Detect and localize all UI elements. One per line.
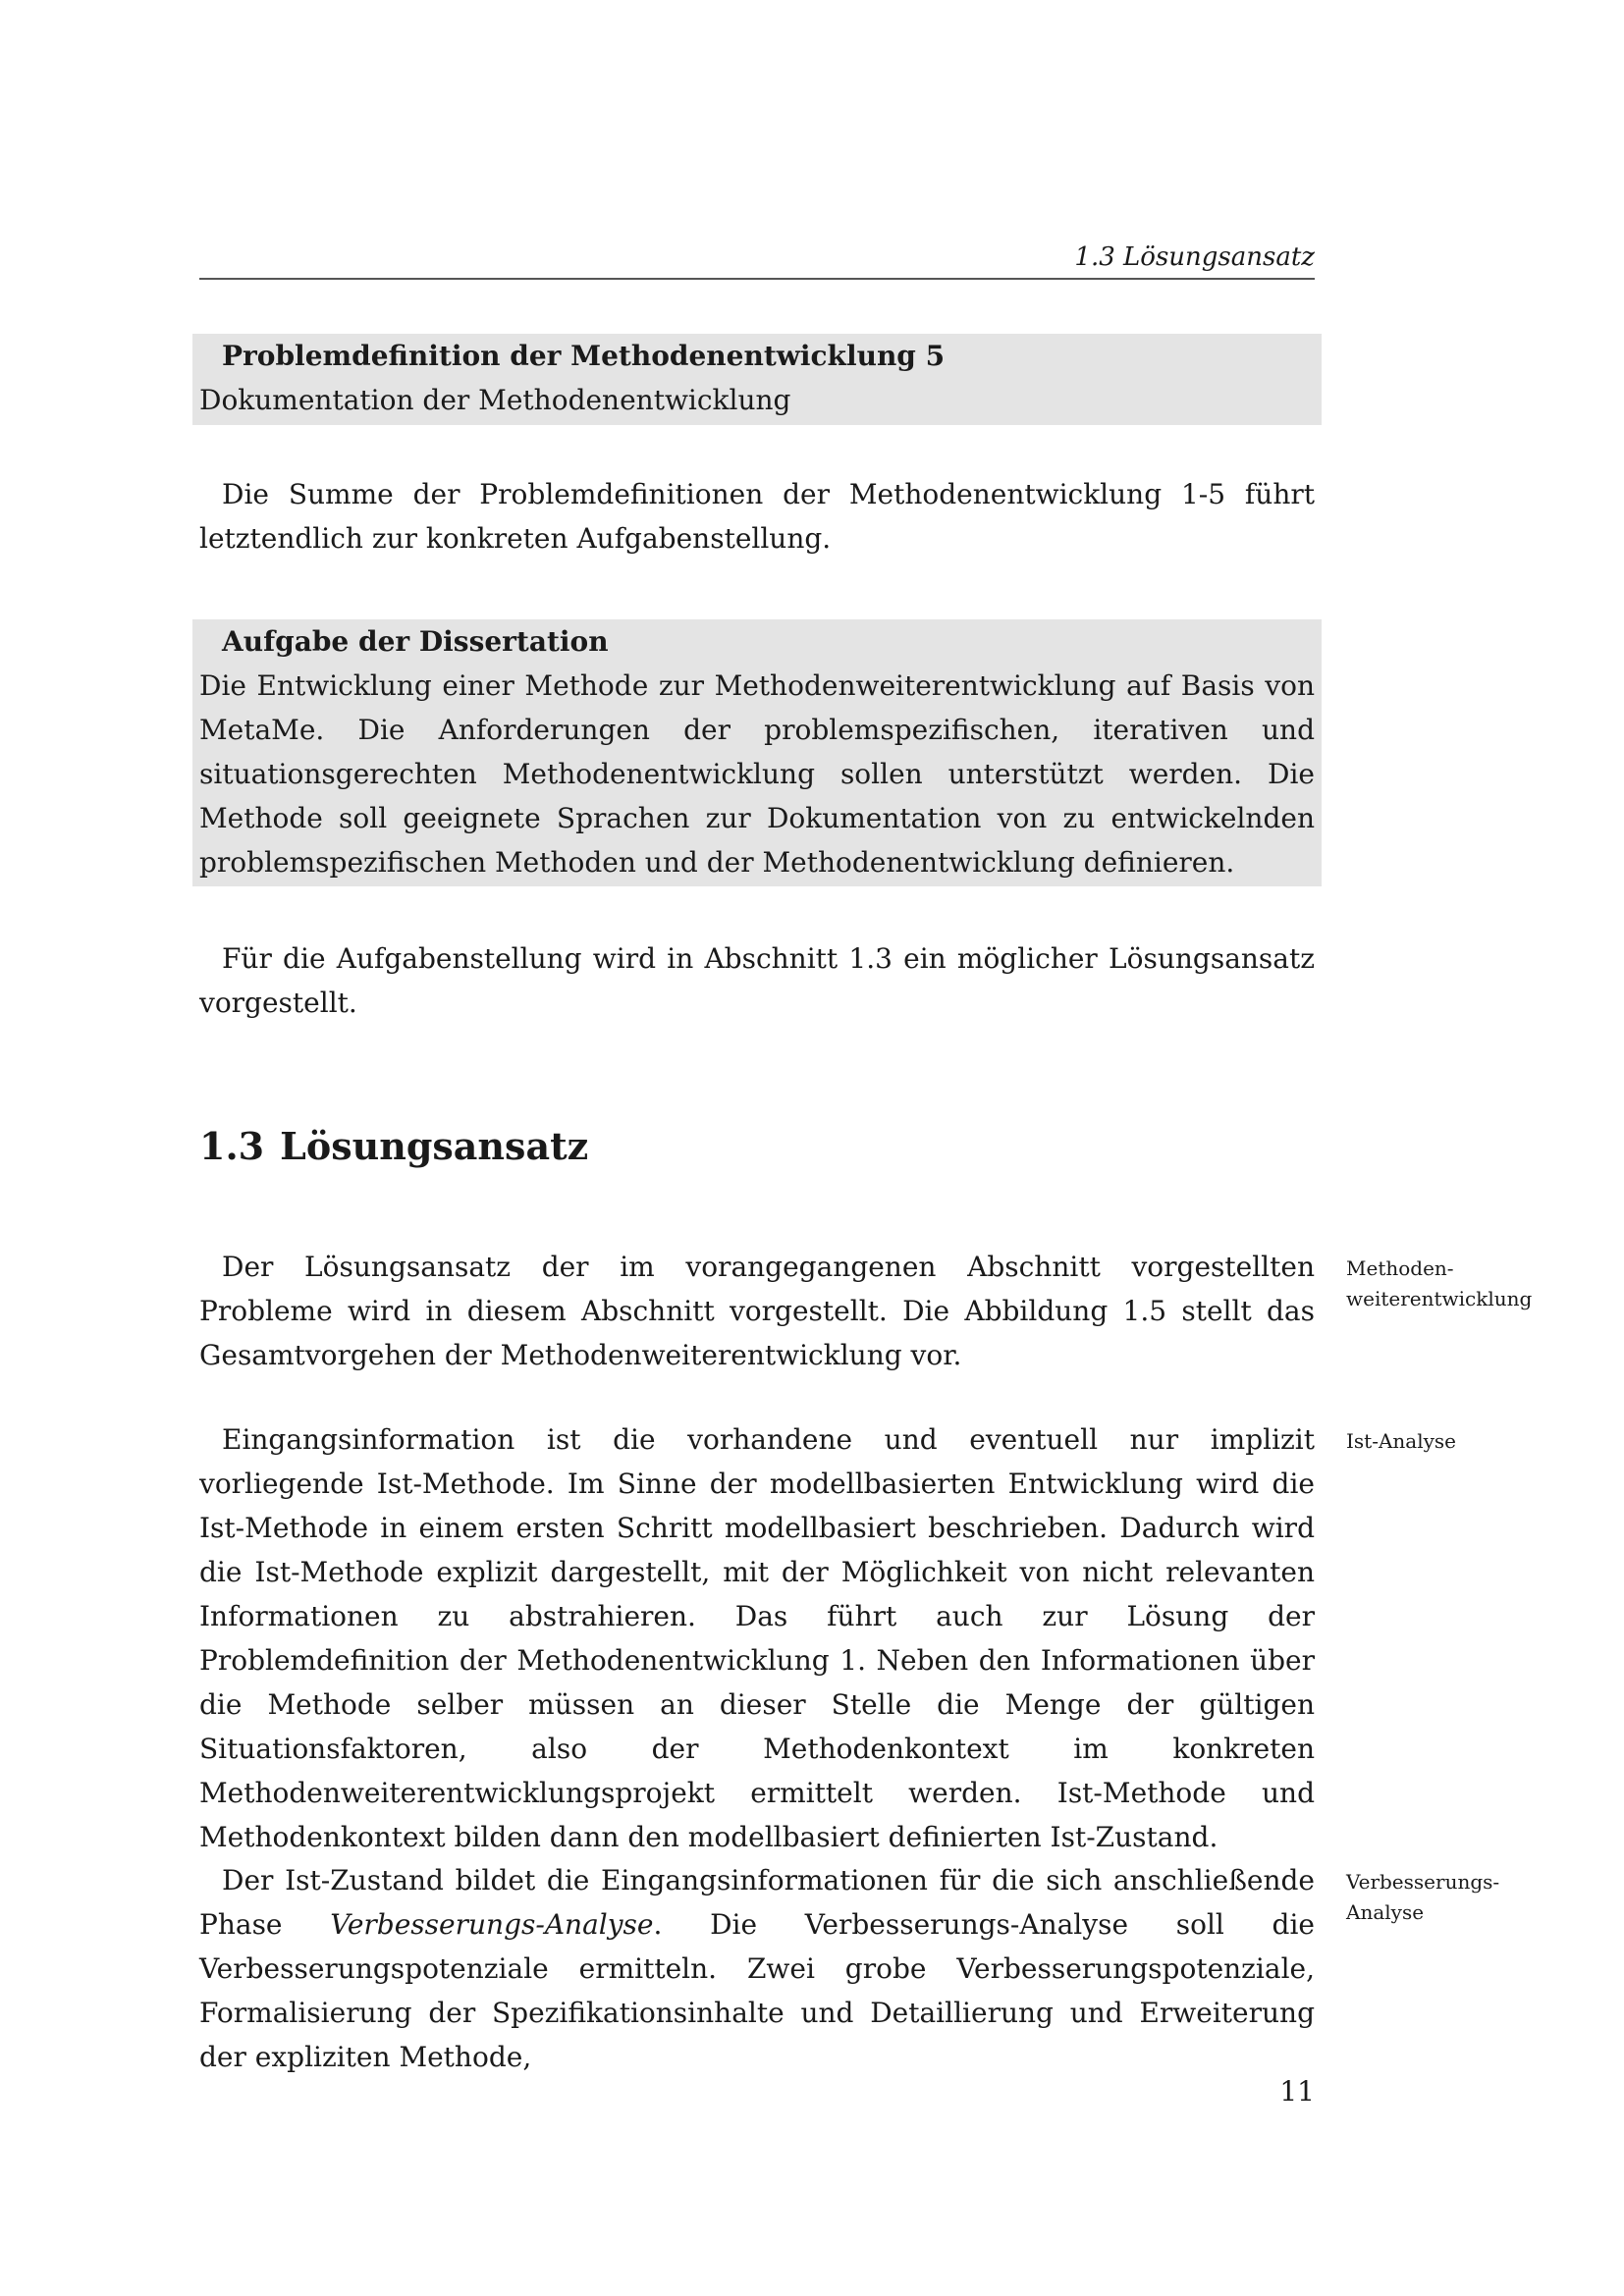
paragraph-text: Der Ist-Zustand bildet die Eingangsinformationen für die sich anschließende Phase <box>199 1864 1315 1941</box>
paragraph-aufgabenstellung: Für die Aufgabenstellung wird in Abschnitt 1.3 ein möglicher Lösungsansatz vorgestellt. <box>199 942 1315 1019</box>
margin-note-line: Methoden- <box>1346 1256 1454 1280</box>
paragraph-text: . Die Verbesserungs-Analyse soll die Verbesserungspotenziale ermitteln. Zwei grobe Verbesserungspotenziale, Formalisierung der Spezifikationsinhalte und Detaillierung und Erweiterung der expliziten Methode, <box>199 1908 1315 2073</box>
running-header: 1.3 Lösungsansatz <box>1074 242 1315 272</box>
paragraph-loesungsansatz: Der Lösungsansatz der im vorangegangenen Abschnitt vorgestellten Probleme wird in diesem Abschnitt vorgestellt. Die Abbildung 1.5 stellt das Gesamtvorgehen der Methodenweiterentwicklung vor. <box>199 1251 1315 1371</box>
task-box <box>192 619 1322 886</box>
task-body: Die Entwicklung einer Methode zur Methodenweiterentwicklung auf Basis von MetaMe. Die Anforderungen der problemspezifischen, iterativen und situationsgerechten Methodenentwicklung sollen unterstützt werden. Die Methode soll geeignete Sprachen zur Dokumentation von zu entwickelnden problemspezifischen Methoden und der Methodenentwicklung definieren. <box>199 669 1315 879</box>
page-number: 11 <box>1279 2075 1315 2108</box>
margin-note-methodenweiterentwicklung <box>1346 1254 1543 1314</box>
margin-note-ist-analyse: Ist-Analyse <box>1346 1429 1457 1453</box>
section-title: Lösungsansatz <box>280 1124 589 1168</box>
paragraph-ist-zustand <box>199 1858 1315 2079</box>
problem-definition-box <box>192 334 1322 425</box>
margin-note-verbesserungs-analyse <box>1346 1867 1543 1928</box>
task-title: Aufgabe der Dissertation <box>222 625 609 658</box>
problem-definition-body: Dokumentation der Methodenentwicklung <box>199 384 791 416</box>
section-number: 1.3 <box>199 1124 265 1168</box>
emphasis-text: Verbesserungs-Analyse <box>330 1908 654 1941</box>
margin-note-line: weiterentwicklung <box>1346 1287 1533 1310</box>
paragraph-summe: Die Summe der Problemdefinitionen der Methodenentwicklung 1-5 führt letztendlich zur konkreten Aufgabenstellung. <box>199 478 1315 555</box>
header-rule <box>199 278 1315 280</box>
problem-definition-title: Problemdefinition der Methodenentwicklung 5 <box>222 340 946 372</box>
paragraph-eingangsinformation: Eingangsinformation ist die vorhandene und eventuell nur implizit vorliegende Ist-Methode. Im Sinne der modellbasierten Entwicklung wird die Ist-Methode in einem ersten Schritt modellbasiert beschrieben. Dadurch wird die Ist-Methode explizit dargestellt, mit der Möglichkeit von nicht relevanten Informationen zu abstrahieren. Das führt auch zur Lösung der Problemdefinition der Methodenentwicklung 1. Neben den Informationen über die Methode selber müssen an dieser Stelle die Menge der gültigen Situationsfaktoren, also der Methodenkontext im konkreten Methodenweiterentwicklungsprojekt ermittelt werden. Ist-Methode und Methodenkontext bilden dann den modellbasiert definierten Ist-Zustand. <box>199 1423 1315 1853</box>
margin-note-line: Analyse <box>1346 1900 1425 1924</box>
section-heading <box>199 1121 588 1172</box>
margin-note-line: Verbesserungs- <box>1346 1870 1500 1894</box>
